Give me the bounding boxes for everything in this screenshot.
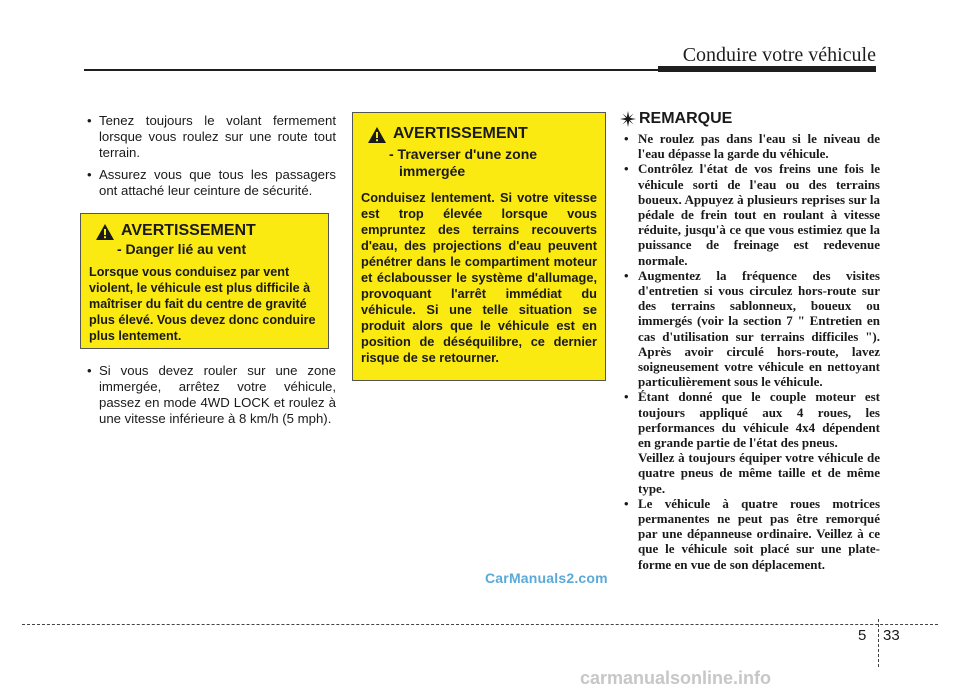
bullet-list-bottom [84,363,336,427]
warning-triangle-icon [95,223,115,241]
list-item [620,161,880,267]
watermark-link-carmanuals2[interactable]: CarManuals2.com [485,570,608,586]
warning-title: AVERTISSEMENT [121,222,256,239]
warning-subtitle: - Danger lié au vent [117,241,247,257]
column-left [84,113,336,433]
note-text: Le véhicule à quatre roues motrices permanentes ne peut pas être remorqué par une dépanneuse ordinaire. Veillez à ce que le véhicule soit placé sur une plate-forme en vue de son déplacement. [638,495,880,572]
warning-header [361,125,597,144]
list-item [620,496,880,572]
note-text: Ne roulez pas dans l'eau si le niveau de l'eau dépasse la garde du véhicule. [638,131,880,162]
warning-body: Lorsque vous conduisez par vent violent, le véhicule est plus difficile à maîtriser du fait du centre de gravité plus élevé. Vous devez donc conduire plus lentement. [89,265,316,343]
note-text: Augmentez la fréquence des visites d'entretien si vous circulez hors-route sur des terrains sablonneux, boueux ou immergés (voir la section 7 " Entretien en cas d'utilisation sur terrains difficiles "). Après avoir circulé hors-route, lavez soigneusement votre véhicule en nettoyant particulièrement sous le véhicule. [638,267,880,390]
bullet-list-top [84,113,336,199]
list-item [620,268,880,390]
warning-box-water [352,112,606,381]
page-number: 33 [883,627,900,644]
warning-header [89,222,320,241]
warning-triangle-icon [367,126,387,144]
footer-dashed-rule [22,624,938,625]
warning-box-wind [80,213,329,349]
warning-title: AVERTISSEMENT [393,125,528,142]
note-text: Étant donné que le couple moteur est toujours appliqué aux 4 roues, les performances du véhicule 4x4 dépendent en grande partie de l'état des pneus. [638,389,880,451]
note-title: REMARQUE [639,110,733,127]
watermark-carmanualsonline[interactable]: carmanualsonline.info [580,668,772,688]
section-number: 5 [858,627,867,644]
warning-body: Conduisez lentement. Si votre vitesse est trop élevée lorsque vous empruntez des terrains recouverts d'eau, des projections d'eau peuvent pénétrer dans le compartiment moteur et éclabousser le système d'allumage, provoquant l'arrêt immédiat du véhicule. Si une telle situation se produit alors que le véhicule est en position de déséquilibre, ce dernier risque de se retourner. [361,190,597,365]
warning-subtitle: - Traverser d'une zone immergée [389,146,538,179]
header-rule-accent [658,66,876,72]
footer-dashed-divider [878,619,879,667]
list-item [620,389,880,495]
note-star-icon [620,111,636,127]
list-item [620,131,880,161]
list-item: • Tenez toujours le volant fermement lorsque vous roulez sur une route tout terrain. [84,113,336,161]
list-item: • Assurez vous que tous les passagers ont attaché leur ceinture de sécurité. [84,167,336,199]
note-heading [620,110,880,128]
column-middle [352,112,606,381]
note-text: Contrôlez l'état de vos freins une fois le véhicule sorti de l'eau ou des terrains boueux. Appuyez à plusieurs reprises sur la pédale de frein tout en roulant à vitesse réduite, jusqu'à ce que vous estimiez que la puissance de freinage est redevenue normale. [638,161,880,268]
note-extra-text: Veillez à toujours équiper votre véhicule de quatre pneus de même taille et de même type. [638,450,880,496]
note-list [620,131,880,572]
page-header-title: Conduire votre véhicule [682,44,876,66]
column-right [620,110,880,572]
list-item: • Si vous devez rouler sur une zone immergée, arrêtez votre véhicule, passez en mode 4WD LOCK et roulez à une vitesse inférieure à 8 km/h (5 mph). [84,363,336,427]
